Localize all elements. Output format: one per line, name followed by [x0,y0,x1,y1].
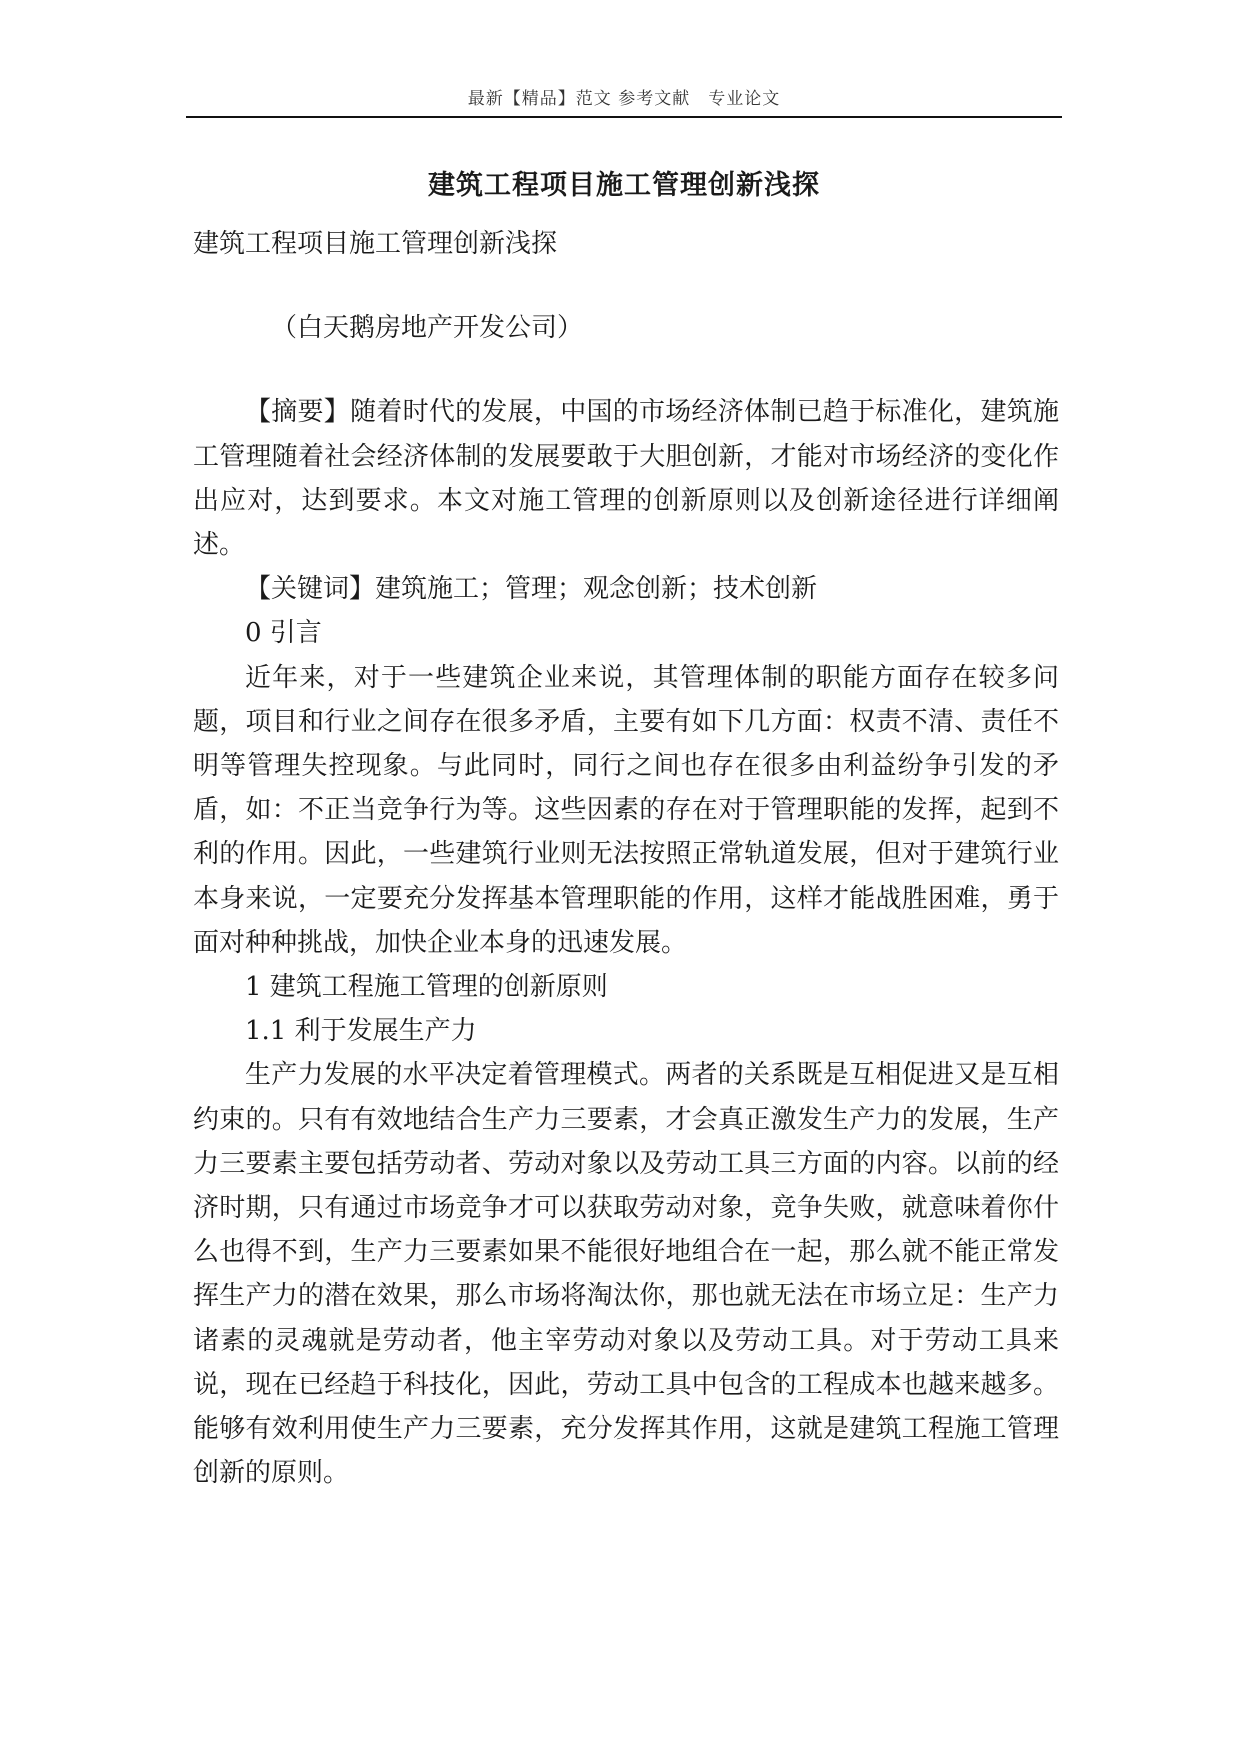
author-affiliation: （白天鹅房地产开发公司） [271,313,584,344]
introduction-paragraph: 近年来，对于一些建筑企业来说，其管理体制的职能方面存在较多问题，项目和行业之间存在很多矛盾，主要有如下几方面：权责不清、责任不明等管理失控现象。与此同时，同行之间也存在很多由利益纷争引发的矛盾，如：不正当竞争行为等。这些因素的存在对于管理职能的发挥，起到不利的作用。因此，一些建筑行业则无法按照正常轨道发展，但对于建筑行业本身来说，一定要充分发挥基本管理职能的作用，这样才能战胜困难，勇于面对种种挑战，加快企业本身的迅速发展。 [193,662,1059,958]
page-header: 最新【精品】范文 参考文献 专业论文 [467,89,781,109]
abstract-paragraph: 【摘要】随着时代的发展，中国的市场经济体制已趋于标准化，建筑施工管理随着社会经济体制的发展要敢于大胆创新，才能对市场经济的变化作出应对，达到要求。本文对施工管理的创新原则以及创新途径进行详细阐述。 [193,397,1059,561]
keywords-paragraph: 【关键词】建筑施工；管理；观念创新；技术创新 [245,574,818,605]
section-heading-introduction: 0 引言 [245,618,322,649]
document-body [193,222,1059,1495]
header-divider [186,116,1062,118]
document-subtitle: 建筑工程项目施工管理创新浅探 [193,229,558,259]
subsection-heading-productivity: 1.1 利于发展生产力 [245,1016,477,1047]
document-title: 建筑工程项目施工管理创新浅探 [428,170,820,201]
section-heading-principles: 1 建筑工程施工管理的创新原则 [245,972,608,1003]
productivity-paragraph: 生产力发展的水平决定着管理模式。两者的关系既是互相促进又是互相约束的。只有有效地结合生产力三要素，才会真正激发生产力的发展，生产力三要素主要包括劳动者、劳动对象以及劳动工具三方面的内容。以前的经济时期，只有通过市场竞争才可以获取劳动对象，竞争失败，就意味着你什么也得不到，生产力三要素如果不能很好地组合在一起，那么就不能正常发挥生产力的潜在效果，那么市场将淘汰你，那也就无法在市场立足：生产力诸素的灵魂就是劳动者，他主宰劳动对象以及劳动工具。对于劳动工具来说，现在已经趋于科技化，因此，劳动工具中包含的工程成本也越来越多。能够有效利用使生产力三要素，充分发挥其作用，这就是建筑工程施工管理创新的原则。 [193,1060,1059,1489]
